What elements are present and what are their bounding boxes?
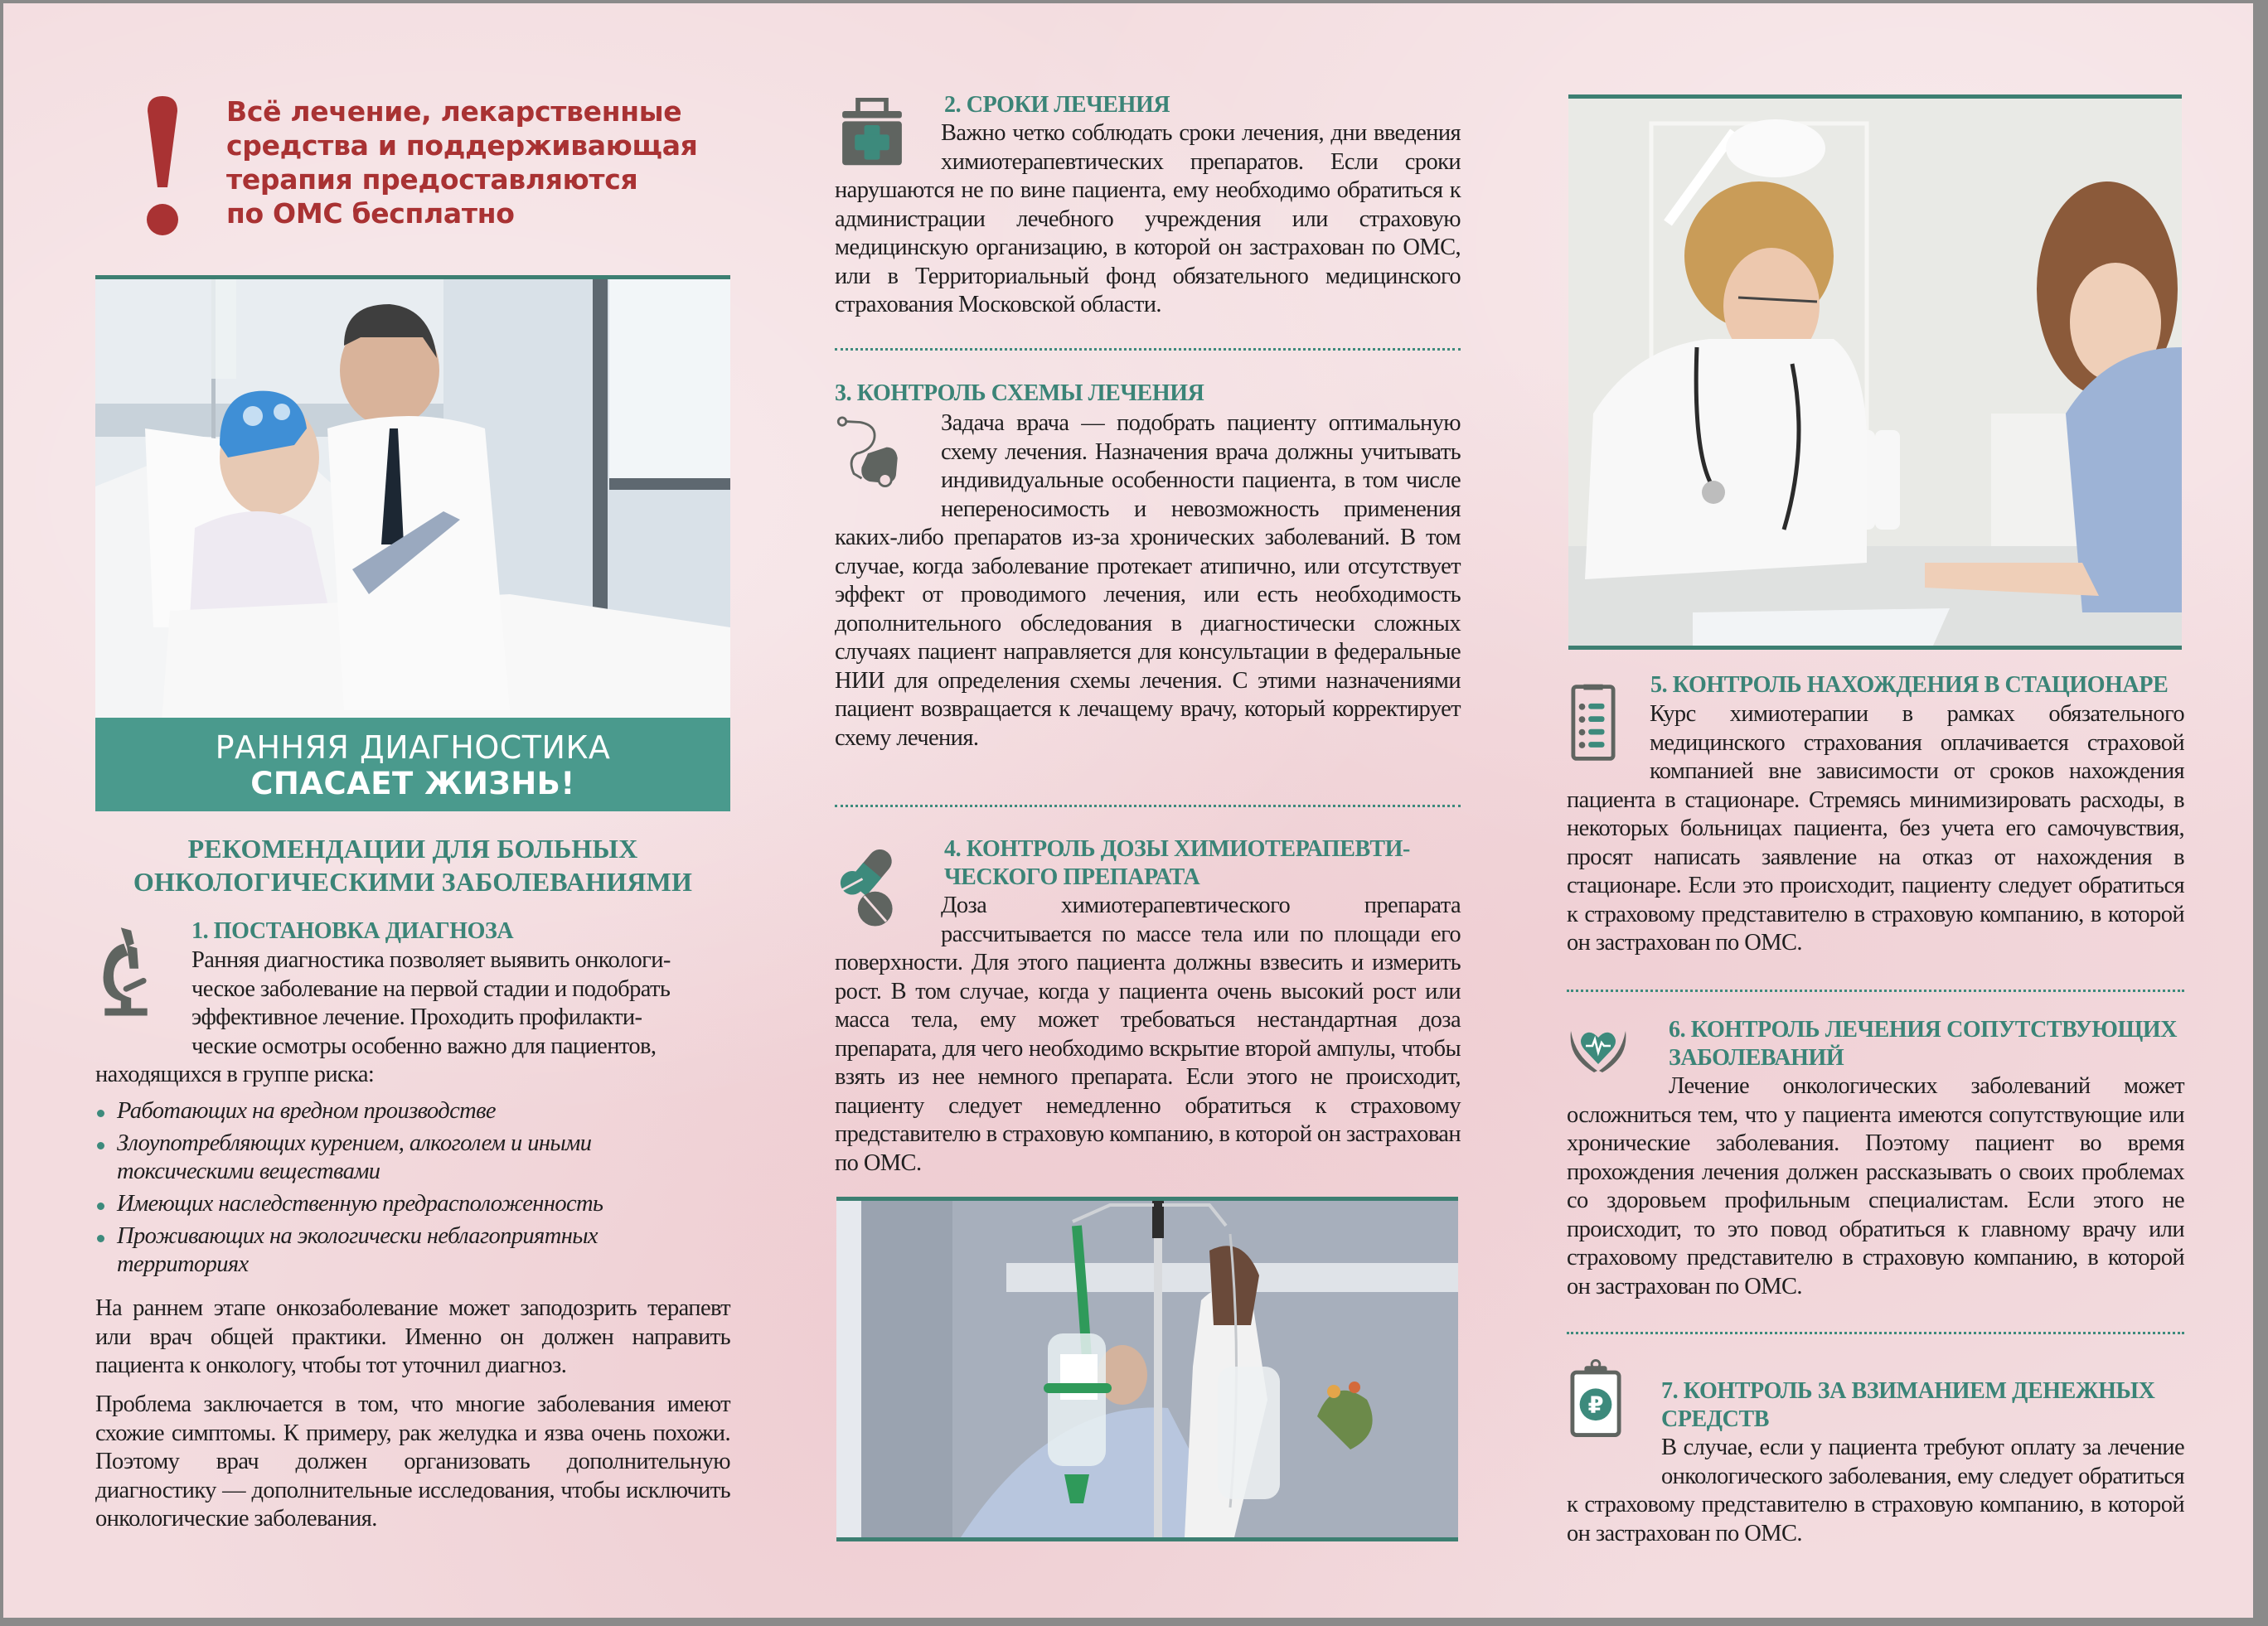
- text-line: ческие осмотры особенно важно для пациентов,: [191, 1033, 657, 1059]
- section-title: 1. ПОСТАНОВКА ДИАГНОЗА: [191, 918, 514, 944]
- section-title: [1669, 1016, 2177, 1072]
- section-title: [944, 835, 1410, 892]
- brochure-page: [3, 3, 2253, 1618]
- section-divider: [1567, 990, 2184, 992]
- section-text: [1567, 1434, 2184, 1548]
- section-title: 2. СРОКИ ЛЕЧЕНИЯ: [944, 92, 1170, 118]
- microscope-icon: [100, 925, 152, 1023]
- free-treatment-alert: [120, 94, 750, 244]
- section-title-line: ЧЕСКОГО ПРЕПАРАТА: [944, 864, 1200, 890]
- exclamation-icon: [146, 96, 179, 237]
- section-title-line: 6. КОНТРОЛЬ ЛЕЧЕНИЯ СОПУТСТВУЮЩИХ: [1669, 1017, 2178, 1043]
- heading-line: РЕКОМЕНДАЦИИ ДЛЯ БОЛЬНЫХ: [187, 834, 638, 864]
- icon-spacer: [835, 892, 941, 946]
- section-divider: [835, 805, 1461, 807]
- alert-line: терапия предоставляются: [226, 163, 638, 196]
- list-item: Имеющих наследственную предрасположенность: [95, 1190, 730, 1218]
- section-text-content: В случае, если у пациента требуют оплату за лечение онкологического заболевания, ему следует обратиться к страховому представителю в страховую компанию, в которой он застрахован по ОМС.: [1567, 1435, 2184, 1546]
- section-title: 5. КОНТРОЛЬ НАХОЖДЕНИЯ В СТАЦИОНАРЕ: [1650, 672, 2169, 698]
- icon-spacer: [1567, 700, 1650, 783]
- section-title-line: СРЕДСТВ: [1661, 1406, 1770, 1432]
- icon-spacer: [1567, 1072, 1669, 1097]
- list-item: Злоупотребляющих курением, алкоголем и иными токсическими веществами: [95, 1130, 730, 1186]
- section-title: 3. КОНТРОЛЬ СХЕМЫ ЛЕЧЕНИЯ: [835, 380, 1204, 406]
- banner-line2: СПАСАЕТ ЖИЗНЬ!: [250, 766, 575, 801]
- text-line: эффективное лечение. Проходить профилакти-: [191, 1004, 642, 1030]
- section-text-content: Задача врача — подобрать пациенту оптимальную схему лечения. Назначения врача должны учитывать индивидуальные особенности пациента, в том числе непереносимость и невозможность применения каких-либо препаратов из-за хронических заболеваний. В том случае, когда заболевание протекает атипично, или отсутствует эффект от проводимого лечения, или есть необходимость дополнительного обследования в диагностически сложных случаях пациент направляется для консультации в федеральные НИИ для определения схемы лечения. С этими назначениями пациент возвращается к лечащему врачу, который корректирует схему лечения.: [835, 410, 1461, 751]
- doctor-consultation-photo: [1568, 94, 2182, 650]
- section-text-content: Важно четко соблюдать сроки лечения, дни введения химиотерапевтических препаратов. Если сроки нарушаются не по вине пациента, ему необходимо обратиться к администрации лечебного учреждения или страховую медицинскую организацию, в которой он застрахован по ОМС, или в Территориальный фонд обязательного медицинского страхования Московской области.: [835, 120, 1461, 317]
- section-text-content: Доза химиотерапевтического препарата рассчитывается по массе тела или по площади его поверхности. Для этого пациента должны взвесить и измерить рост. В том случае, когда у пациента очень высокий рост или масса тела, ему может требоваться нестандартная доза препарата, для чего необходимо вскрытие второй ампулы, чтобы взять из нее немного препарата. Если этого не происходит, пациенту следует немедленно обратиться к страховому представителю в страховую компанию, в которой он застрахован по ОМС.: [835, 893, 1461, 1176]
- section-text: [835, 119, 1461, 320]
- early-diagnosis-banner: [95, 718, 730, 811]
- icon-spacer: [835, 119, 941, 174]
- icon-spacer: [1567, 1434, 1661, 1488]
- section-divider: [835, 348, 1461, 351]
- recommendations-heading: [95, 832, 730, 898]
- section-text: [191, 946, 730, 1061]
- hands-heart-icon: [1568, 1024, 1628, 1074]
- banner-line1: РАННЯЯ ДИАГНОСТИКА: [215, 729, 611, 766]
- section-title-line: 7. КОНТРОЛЬ ЗА ВЗИМАНИЕМ ДЕНЕЖНЫХ: [1661, 1378, 2155, 1404]
- section-paragraph: На раннем этапе онкозаболевание может заподозрить терапевт или врач общей практики. Именно он должен направить пациента к онкологу, чтобы тот уточнил диагноз.: [95, 1295, 730, 1378]
- alert-line: средства и поддерживающая: [226, 129, 698, 162]
- section-text: [835, 892, 1461, 1178]
- icon-spacer: [835, 409, 941, 520]
- risk-group-list: [95, 1097, 730, 1283]
- alert-line: Всё лечение, лекарственные: [226, 95, 682, 128]
- heading-line: ОНКОЛОГИЧЕСКИМИ ЗАБОЛЕВАНИЯМИ: [133, 867, 693, 897]
- alert-line: по ОМС бесплатно: [226, 197, 515, 230]
- alert-text: [226, 94, 698, 230]
- section-text-content: Курс химиотерапии в рамках обязательного медицинского страхования оплачивается страховой компанией вне зависимости от сроков нахождения пациента в стационаре. Стремясь минимизировать расходы, в некоторых больницах пациента, без учета его самочувствия, просят написать заявление на отказ от нахождения в стационаре. Если это происходит, пациенту следует обратиться к страховому представителю в страховую компанию, в которой он застрахован по ОМС.: [1567, 701, 2184, 956]
- section-title-line: 4. КОНТРОЛЬ ДОЗЫ ХИМИОТЕРАПЕВТИ-: [944, 836, 1410, 862]
- section-divider: [1567, 1332, 2184, 1334]
- section-text-content: Лечение онкологических заболеваний может осложниться тем, что у пациента имеются сопутствующие или хронические заболевания. Поэтому пациент во время прохождения лечения должен рассказывать о своих проблемах со здоровьем профильным специалистам. Если этого не происходит, то это повод обратиться к главному врачу или страховому представителю в страховую компанию, в которой он застрахован по ОМС.: [1567, 1073, 2184, 1299]
- section-text: находящихся в группе риска:: [95, 1062, 375, 1087]
- list-item: Проживающих на экологически неблагоприятных территориях: [95, 1222, 730, 1279]
- doctor-with-patient-photo: [95, 275, 730, 722]
- ruble-glyph: ₽: [1587, 1392, 1604, 1419]
- section-text: [1567, 700, 2184, 958]
- section-text: [1567, 1072, 2184, 1301]
- text-line: Ранняя диагностика позволяет выявить онкологи-: [191, 947, 671, 973]
- section-text: [835, 409, 1461, 753]
- list-item: Работающих на вредном производстве: [95, 1097, 730, 1125]
- iv-drip-photo: [836, 1197, 1458, 1541]
- section-paragraph: Проблема заключается в том, что многие заболевания имеют схожие симптомы. К примеру, рак желудка и язва очень похожи. Поэтому врач должен организовать дополнительную диагностику — дополнительные исследования, чтобы исключить онкологические заболевания.: [95, 1391, 730, 1532]
- section-title-line: ЗАБОЛЕВАНИЙ: [1669, 1045, 1844, 1071]
- text-line: ческое заболевание на первой стадии и подобрать: [191, 975, 671, 1002]
- section-title: [1661, 1377, 2154, 1434]
- ruble-clipboard-icon: [1570, 1357, 1621, 1439]
